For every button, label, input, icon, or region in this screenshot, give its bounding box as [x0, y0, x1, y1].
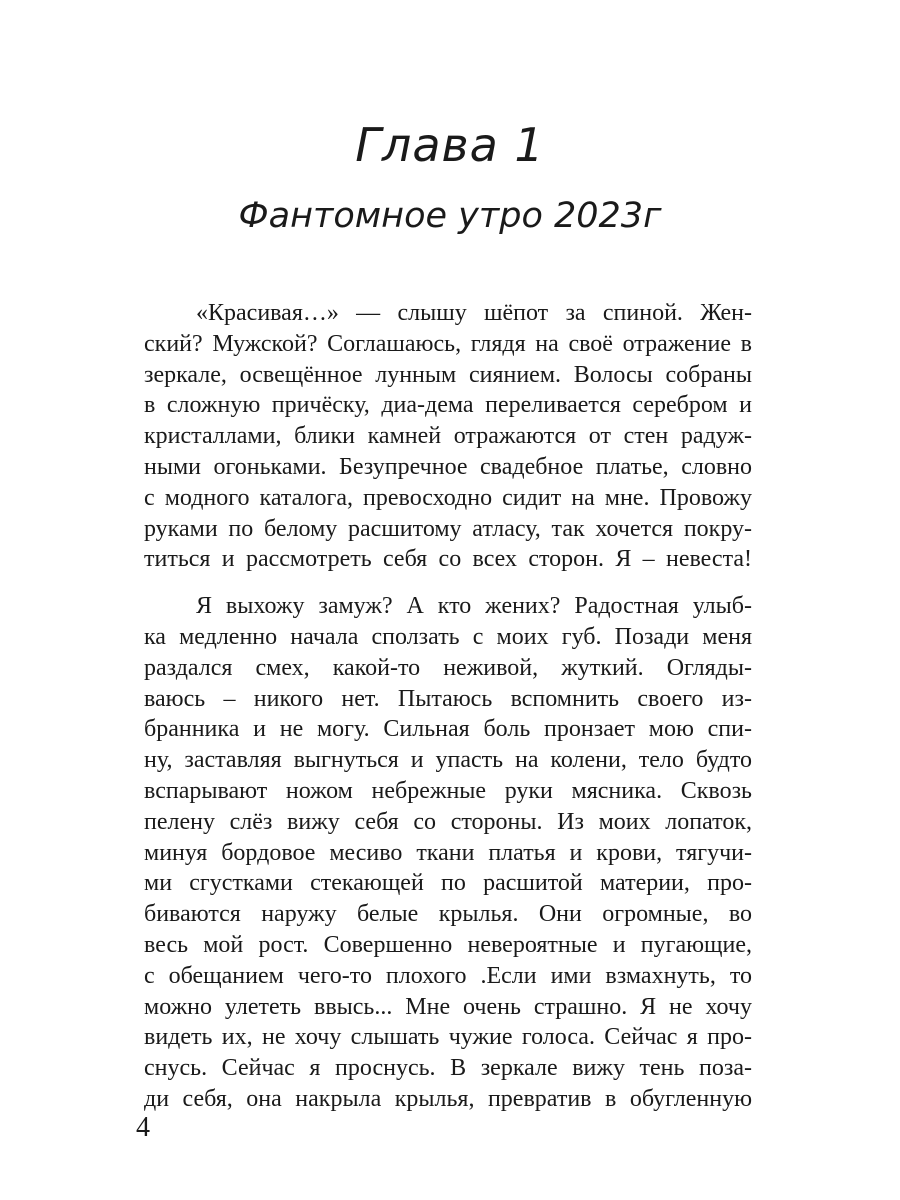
text-line: раздался смех, какой-то неживой, жуткий. Огляды- — [144, 654, 752, 681]
text-line: Я выхожу замуж? А кто жених? Радостная улыб- — [196, 593, 752, 620]
text-line: бранника и не могу. Сильная боль пронзает мою спи- — [144, 716, 752, 743]
text-line: видеть их, не хочу слышать чужие голоса. Сейчас я про- — [144, 1024, 752, 1051]
text-line: ский? Мужской? Соглашаюсь, глядя на своё отражение в — [144, 330, 752, 357]
text-line: ка медленно начала сползать с моих губ. Позади меня — [144, 623, 752, 650]
text-line: ди себя, она накрыла крылья, превратив в обугленную — [144, 1085, 752, 1112]
text-line: титься и рассмотреть себя со всех сторон. Я – невеста! — [144, 546, 752, 573]
text-line: снусь. Сейчас я проснусь. В зеркале вижу тень поза- — [144, 1055, 752, 1082]
text-line: «Красивая…» — слышу шёпот за спиной. Жен- — [196, 300, 752, 326]
page-number: 4 — [136, 1112, 150, 1143]
text-line: ми сгустками стекающей по расшитой материи, про- — [144, 870, 752, 897]
text-line: можно улететь ввысь... Мне очень страшно. Я не хочу — [144, 993, 752, 1020]
text-line: с модного каталога, превосходно сидит на мне. Провожу — [144, 484, 752, 511]
text-line: руками по белому расшитому атласу, так хочется покру- — [144, 515, 752, 542]
body-text — [144, 298, 752, 1115]
text-line: ными огоньками. Безупречное свадебное платье, словно — [144, 453, 752, 480]
text-line: ну, заставляя выгнуться и упасть на колени, тело будто — [144, 747, 752, 774]
text-line: минуя бордовое месиво ткани платья и крови, тягучи- — [144, 839, 752, 866]
text-line: вспарывают ножом небрежные руки мясника. Сквозь — [144, 777, 752, 804]
text-line: кристаллами, блики камней отражаются от стен радуж- — [144, 423, 752, 450]
paragraph — [144, 298, 752, 575]
text-line: ваюсь – никого нет. Пытаюсь вспомнить своего из- — [144, 685, 752, 712]
text-line: весь мой рост. Совершенно невероятные и пугающие, — [144, 931, 752, 958]
paragraph-gap — [144, 575, 752, 591]
text-line: пелену слёз вижу себя со стороны. Из моих лопаток, — [144, 808, 752, 835]
text-line: биваются наружу белые крылья. Они огромные, во — [144, 901, 752, 928]
paragraph — [144, 591, 752, 1115]
chapter-title: Глава 1 — [355, 118, 545, 172]
chapter-subtitle: Фантомное утро 2023г — [238, 196, 662, 236]
text-line: в сложную причёску, диа-дема переливается серебром и — [144, 392, 752, 419]
text-line: с обещанием чего-то плохого .Если ими взмахнуть, то — [144, 962, 752, 989]
text-line: зеркале, освещённое лунным сиянием. Волосы собраны — [144, 361, 752, 388]
